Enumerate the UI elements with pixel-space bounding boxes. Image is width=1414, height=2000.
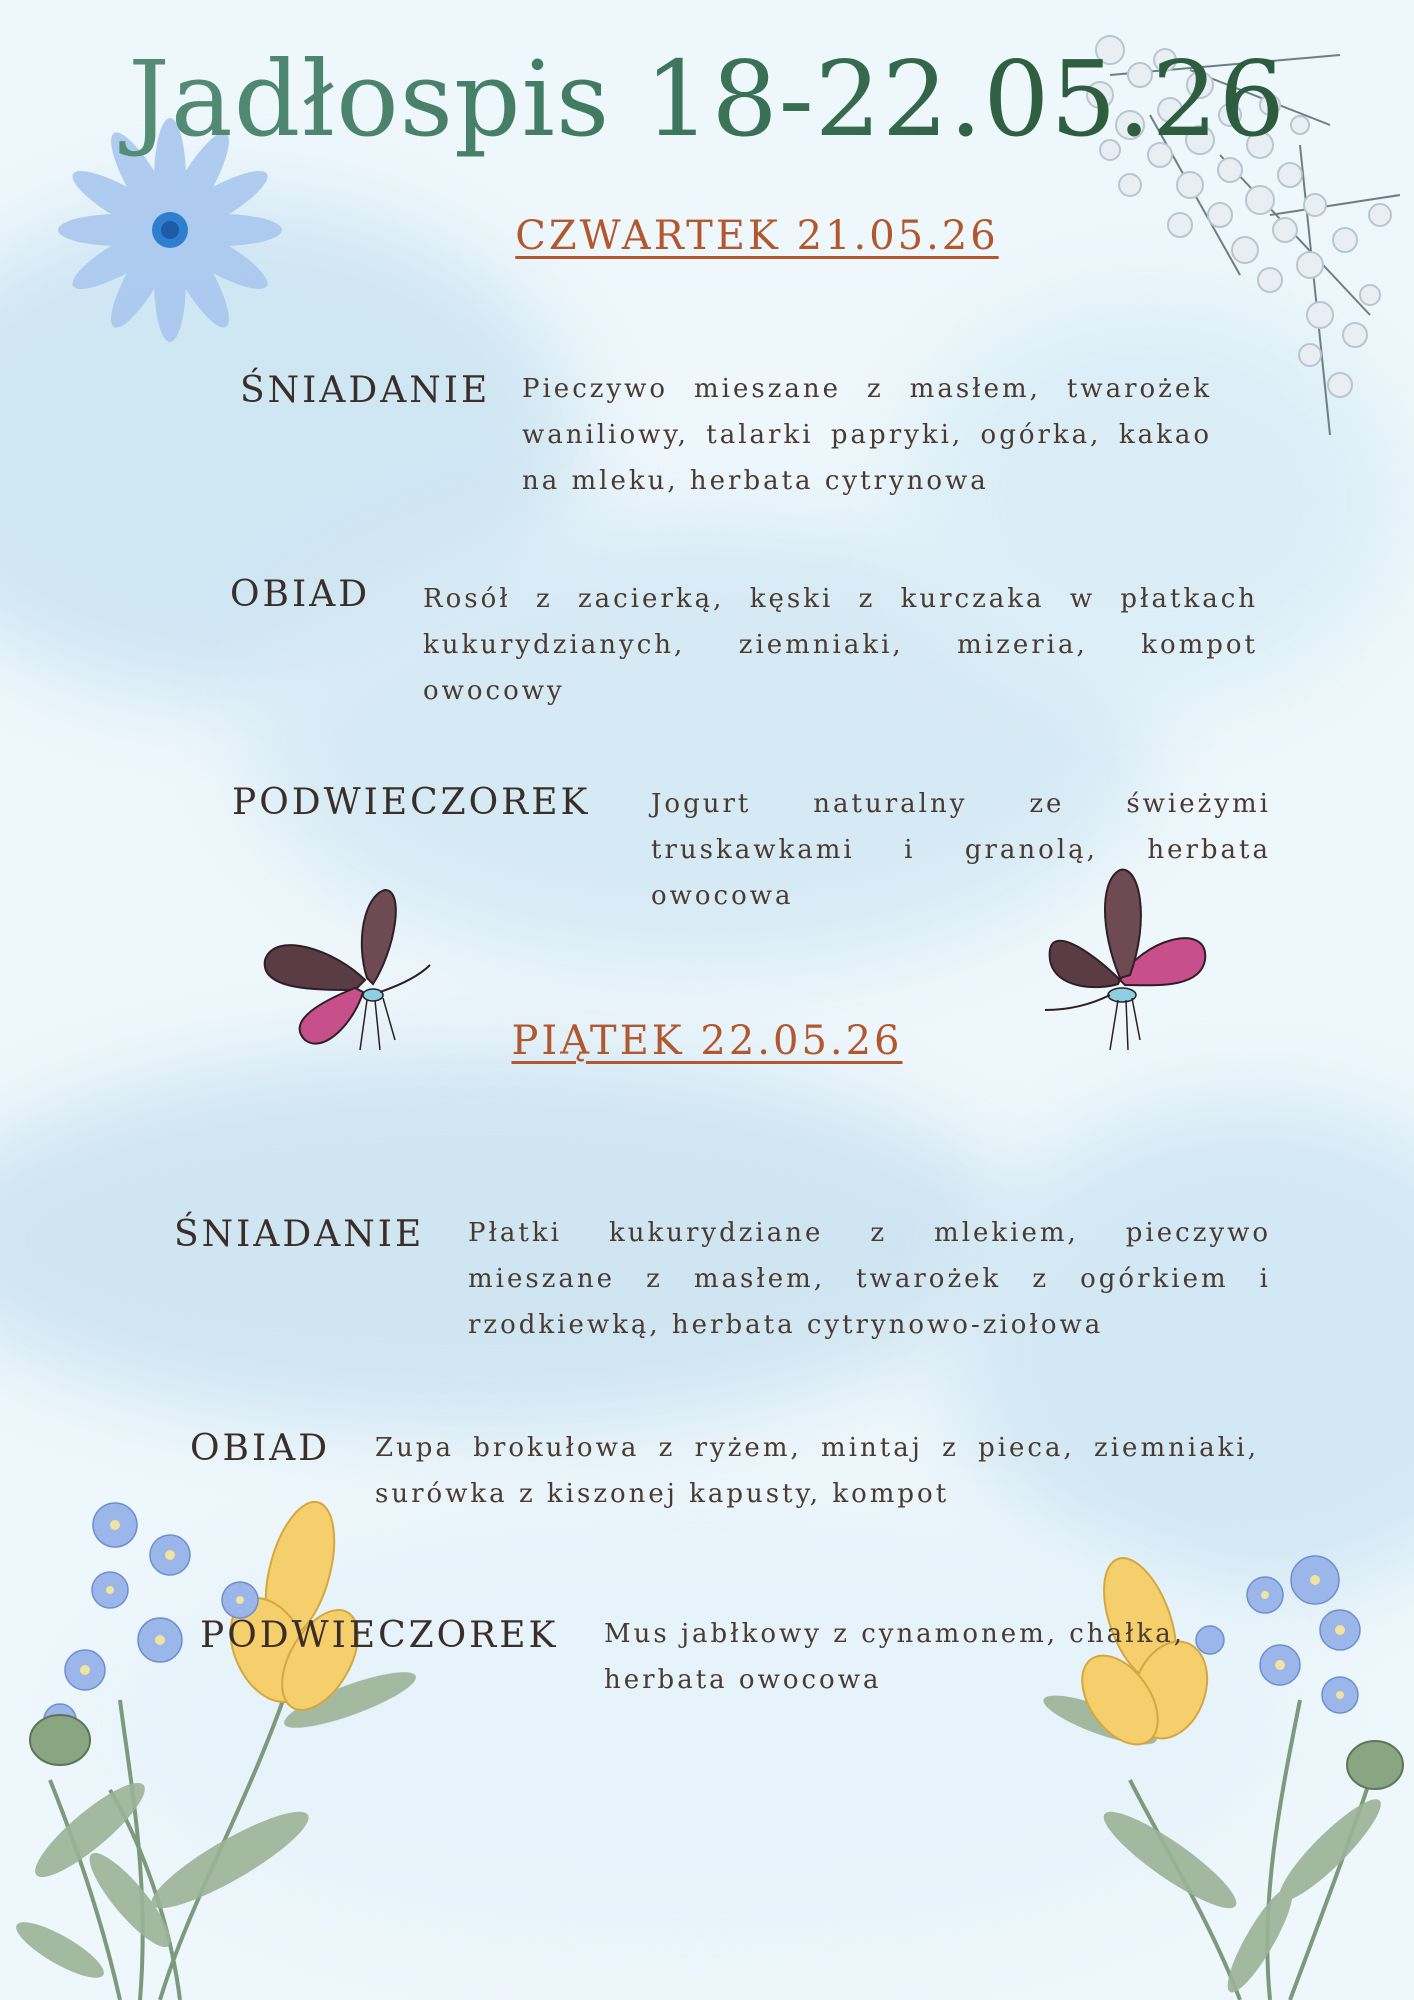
meal-label-lunch: OBIAD <box>190 1428 331 1469</box>
meal-label-snack: PODWIECZOREK <box>232 782 591 823</box>
wildflower-bouquet-icon <box>1040 1520 1414 2000</box>
day-heading-thursday: CZWARTEK 21.05.26 <box>515 213 999 259</box>
meal-description: Pieczywo mieszane z masłem, twarożek waniliowy, talarki papryki, ogórka, kakao na mleku, herbata cytrynowa <box>522 374 1212 496</box>
day-heading-friday: PIĄTEK 22.05.26 <box>511 1018 903 1064</box>
meal-description: Jogurt naturalny ze świeżymi truskawkami i granolą, herbata owocowa <box>651 789 1271 911</box>
meal-label-breakfast: ŚNIADANIE <box>174 1214 425 1255</box>
meal-label-snack: PODWIECZOREK <box>200 1615 559 1656</box>
meal-label-lunch: OBIAD <box>230 574 371 615</box>
meal-description: Mus jabłkowy z cynamonem, chałka, herbata owocowa <box>604 1619 1186 1695</box>
meal-description: Rosół z zacierką, kęski z kurczaka w płatkach kukurydzianych, ziemniaki, mizeria, kompot owocowy <box>423 584 1258 706</box>
wildflower-bouquet-icon <box>0 1480 460 2000</box>
meal-description: Zupa brokułowa z ryżem, mintaj z pieca, ziemniaki, surówka z kiszonej kapusty, kompot <box>375 1433 1259 1509</box>
page-title: Jadłospis 18-22.05.26 <box>0 38 1414 160</box>
meal-description: Płatki kukurydziane z mlekiem, pieczywo mieszane z masłem, twarożek z ogórkiem i rzodkiewką, herbata cytrynowo-ziołowa <box>468 1218 1271 1340</box>
meal-label-breakfast: ŚNIADANIE <box>240 370 491 411</box>
